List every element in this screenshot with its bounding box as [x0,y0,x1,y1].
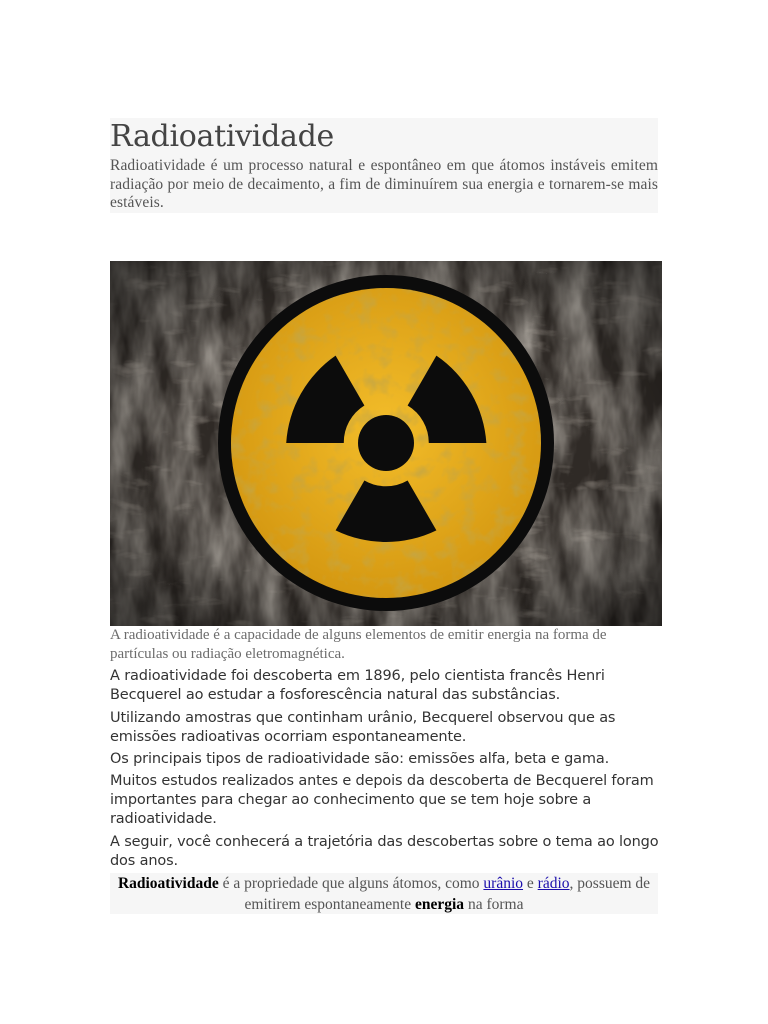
paragraph-discovery: A radioatividade foi descoberta em 1896, pelo cientista francês Henri Becquerel ao estudar a fosforescência natural das substâncias. [110,668,605,703]
paragraph-trajectory: A seguir, você conhecerá a trajetória das descobertas sobre o tema ao longo dos anos. [110,834,659,869]
intro-paragraph: Radioatividade é um processo natural e espontâneo em que átomos instáveis emitem radiação por meio de decaimento, a fim de diminuírem sua energia e tornarem-se mais estáveis. [110,157,658,211]
paragraph-studies: Muitos estudos realizados antes e depois da descoberta de Becquerel foram importantes para chegar ao conhecimento que se tem hoje sobre a radioatividade. [110,773,654,827]
paragraph-types: Os principais tipos de radioatividade são: emissões alfa, beta e gama. [110,751,610,767]
link-radio[interactable]: rádio [537,875,570,892]
term-radioatividade: Radioatividade [117,875,219,892]
definition-text-1: é a propriedade que alguns átomos, como [218,875,484,892]
link-uranio[interactable]: urânio [483,875,524,892]
definition-text-3: , possuem de emitirem espontaneamente [244,875,651,913]
image-caption: A radioatividade é a capacidade de alguns elementos de emitir energia na forma de partículas ou radiação eletromagnética. [110,627,607,662]
paragraph-uranium: Utilizando amostras que continham urânio, Becquerel observou que as emissões radioativas ocorriam espontaneamente. [110,710,616,745]
definition-text-2: e [523,875,538,892]
definition-paragraph [110,873,658,915]
page-title: Radioatividade [110,119,334,154]
definition-text-4: na forma [464,896,524,913]
term-energia: energia [414,896,465,913]
radiation-hazard-image [110,261,662,626]
